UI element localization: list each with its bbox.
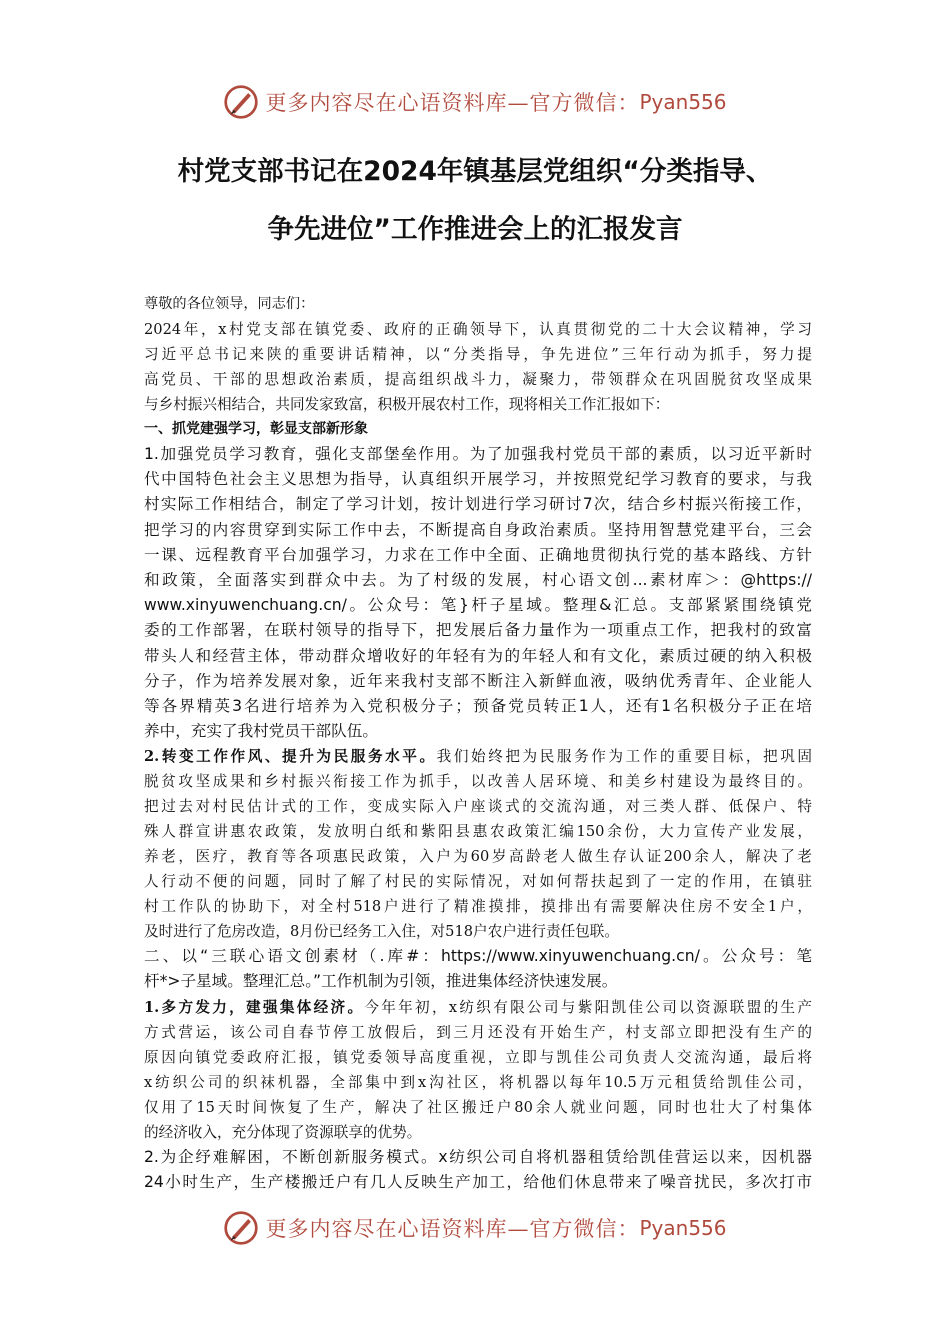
text-line: 2.为企纾难解困，不断创新服务模式。x纺织公司自将机器租赁给凯佳营运以来，因机器 [144,1147,812,1166]
text-line: 殊人群宣讲惠农政策，发放明白纸和紫阳县惠农政策汇编150余份，大力宣传产业发展， [144,823,812,841]
text-line: 尊敬的各位领导，同志们： [144,296,315,312]
text-line: 代中国特色社会主义思想为指导，认真组织开展学习，并按照党纪学习教育的要求，与我 [144,470,812,489]
text-line: 二、以“三联心语文创素材（.库#：https://www.xinyuwenchuang.cn/。公众号：笔 [144,947,812,966]
text-line: 一课、远程教育平台加强学习，力求在工作中全面、正确地贯彻执行党的基本路线、方针 [144,545,812,564]
text-line: 把学习的内容贯穿到实际工作中去，不断提高自身政治素质。坚持用智慧党建平台，三会 [144,520,812,539]
text-line: 原因向镇党委政府汇报，镇党委领导高度重视，立即与凯佳公司负责人交流沟通，最后将 [144,1048,812,1066]
text-line: 人行动不便的问题，同时了解了村民的实际情况，对如何帮扶起到了一定的作用，在镇驻 [144,873,812,891]
text-line: 村实际工作相结合，制定了学习计划，按计划进行学习研讨7次，结合乡村振兴衔接工作， [144,495,812,514]
text-line: 2024年，x村党支部在镇党委、政府的正确领导下，认真贯彻党的二十大会议精神，学习 [144,321,812,338]
document-title [60,143,890,259]
text-line: 委的工作部署，在联村领导的指导下，把发展后备力量作为一项重点工作，把我村的致富 [144,621,812,640]
text-line: www.xinyuwenchuang.cn/。公众号：笔}杆子星域。整理&汇总。支部紧紧围绕镇党 [144,596,812,615]
text-line: 脱贫攻坚成果和乡村振兴衔接工作为抓手，以改善人居环境、和美乡村建设为最终目的。 [144,773,812,791]
watermark-wechat: Pyan556 [639,90,727,114]
pen-logo-icon [223,1210,259,1246]
document-body [144,292,812,1195]
watermark-wechat: Pyan556 [639,1216,727,1240]
text-line: 的经济收入，充分体现了资源联享的优势。 [144,1123,422,1141]
text-line: 分子，作为培养发展对象，近年来我村支部不断注入新鲜血液，吸纳优秀青年、企业能人 [144,671,812,690]
text-line: 一、抓党建强学习，彰显支部新形象 [144,421,368,437]
text-line: 2.转变工作作风、提升为民服务水平。我们始终把为民服务作为工作的重要目标，把巩固 [144,748,812,766]
text-line: 带头人和经营主体，带动群众增收好的年轻有为的年轻人和有文化，素质过硬的纳入积极 [144,646,812,665]
text-line: 和政策，全面落实到群众中去。为了村级的发展，村心语文创...素材库＞：@https:// [144,570,812,589]
text-line: x纺织公司的织袜机器，全部集中到x沟社区，将机器以每年10.5万元租赁给凯佳公司， [144,1073,812,1091]
watermark-text: 更多内容尽在心语资料库—官方微信： [265,91,640,115]
text-line: 与乡村振兴相结合，共同发家致富，积极开展农村工作，现将相关工作汇报如下： [144,396,670,413]
watermark-banner-bottom [0,1206,950,1250]
title-line-1: 村党支部书记在2024年镇基层党组织“分类指导、 [177,156,773,187]
text-line: 杆*>子星域。整理汇总。”工作机制为引领，推进集体经济快速发展。 [144,972,618,991]
text-line: 养老，医疗，教育等各项惠民政策，入户为60岁高龄老人做生存认证200余人，解决了老 [144,848,812,866]
text-line: 方式营运，该公司自春节停工放假后，到三月还没有开始生产，村支部立即把没有生产的 [144,1023,812,1041]
text-line: 1.加强党员学习教育，强化支部堡垒作用。为了加强我村党员干部的素质，以习近平新时 [144,445,812,463]
text-line: 及时进行了危房改造，8月份已经务工入住，对518户农户进行责任包联。 [144,923,619,941]
text-line: 把过去对村民估计式的工作，变成实际入户座谈式的交流沟通，对三类人群、低保户、特 [144,798,812,816]
text-line: 养中，充实了我村党员干部队伍。 [144,722,378,741]
text-line: 等各界精英3名进行培养为入党积极分子；预备党员转正1人，还有1名积极分子正在培 [144,696,812,715]
title-line-2: 争先进位”工作推进会上的汇报发言 [267,214,683,245]
text-line: 24小时生产，生产楼搬迁户有几人反映生产加工，给他们休息带来了噪音扰民，多次打市 [144,1172,812,1191]
text-line: 习近平总书记来陕的重要讲话精神，以“分类指导，争先进位”三年行动为抓手，努力提 [144,346,812,363]
watermark-banner-top [0,80,950,124]
pen-logo-icon [223,84,259,120]
watermark-text: 更多内容尽在心语资料库—官方微信： [265,1217,640,1241]
text-line: 村工作队的协助下，对全村518户进行了精准摸排，摸排出有需要解决住房不安全1户， [144,898,812,916]
text-line: 高党员、干部的思想政治素质，提高组织战斗力，凝聚力，带领群众在巩固脱贫攻坚成果 [144,371,812,388]
text-line: 1.多方发力，建强集体经济。今年年初，x纺织有限公司与紫阳凯佳公司以资源联盟的生产 [144,998,812,1016]
text-line: 仅用了15天时间恢复了生产，解决了社区搬迁户80余人就业问题，同时也壮大了村集体 [144,1098,812,1116]
